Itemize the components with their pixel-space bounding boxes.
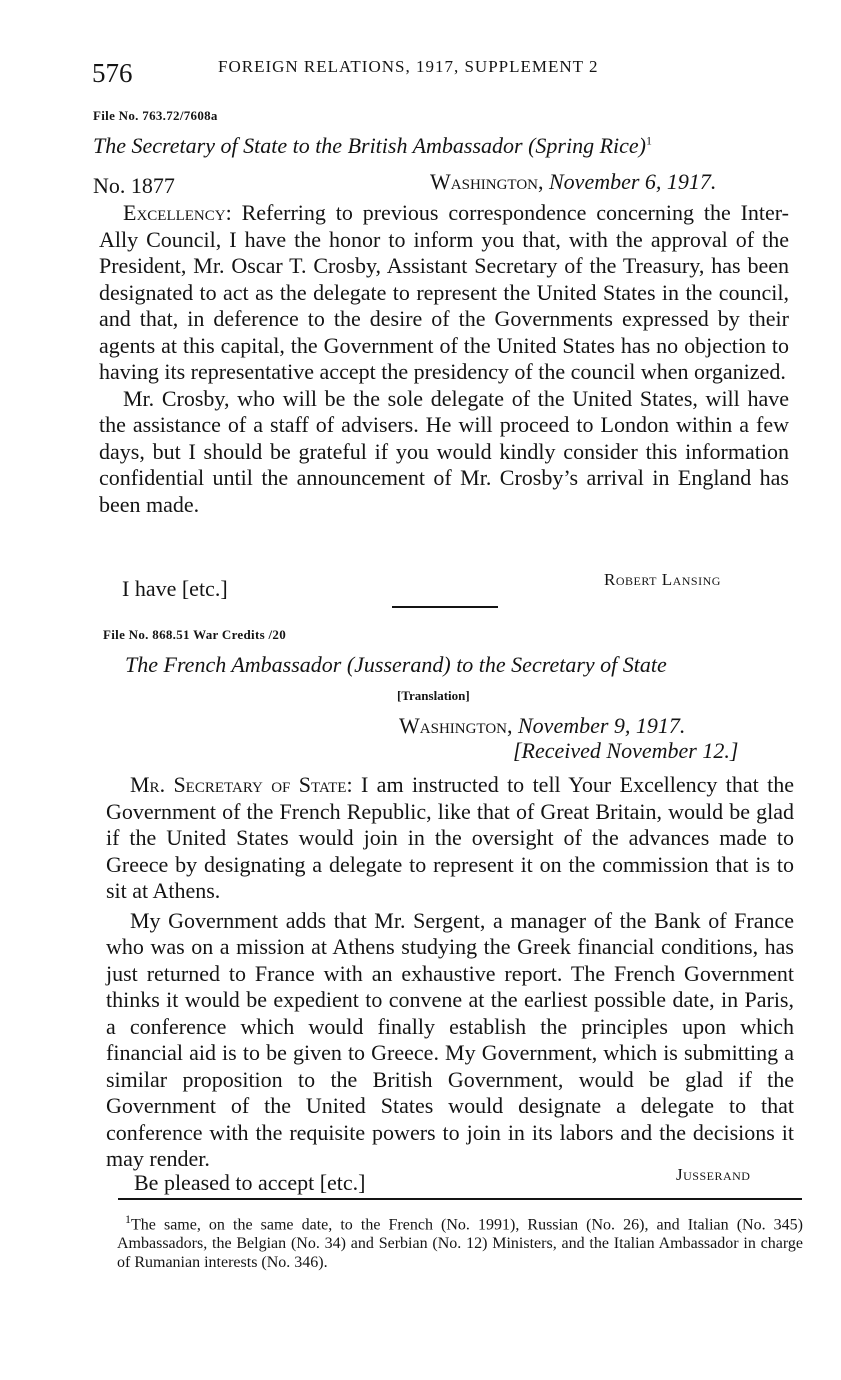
doc1-date: November 6, 1917. bbox=[549, 169, 717, 194]
doc2-salutation: Mr. Secretary of State bbox=[130, 772, 347, 797]
doc1-closing: I have [etc.] bbox=[122, 576, 228, 601]
doc2-place: Washington bbox=[399, 713, 507, 738]
doc1-body bbox=[99, 200, 789, 518]
footnote-marker: 1 bbox=[125, 1212, 131, 1226]
doc1-dateline: Washington, November 6, 1917. bbox=[430, 169, 717, 194]
doc1-number: No. 1877 bbox=[93, 173, 175, 198]
footnote-paragraph bbox=[117, 1210, 803, 1272]
doc1-heading-text: The Secretary of State to the British Ambassador (Spring Rice) bbox=[93, 133, 646, 158]
section-divider bbox=[392, 606, 498, 608]
footnote bbox=[117, 1210, 803, 1272]
doc1-paragraph-2: Mr. Crosby, who will be the sole delegate of the United States, will have the assistance of a staff of advisers. He will proceed to London within a few days, but I should be grateful if you would kindly consider this information confidential until the announcement of Mr. Crosby’s arrival in England has been made. bbox=[99, 385, 789, 517]
doc1-file-number: File No. 763.72/7608a bbox=[93, 108, 218, 123]
doc2-heading: The French Ambassador (Jusserand) to the Secretary of State bbox=[125, 652, 667, 677]
footnote-text: The same, on the same date, to the French (No. 1991), Russian (No. 26), and Italian (No. 345) Ambassadors, the Belgian (No. 34) and Serbian (No. 12) Ministers, and the Italian Ambassador in charge of Rumanian interests (No. 346). bbox=[117, 1216, 803, 1272]
doc2-date: November 9, 1917. bbox=[518, 713, 686, 738]
doc1-salutation: Excellency bbox=[123, 200, 226, 225]
doc2-closing: Be pleased to accept [etc.] bbox=[134, 1170, 366, 1195]
doc2-para1-text: I am instructed to tell Your Excellency that the Government of the French Republic, like that of Great Britain, would be glad if the United States would join in the oversight of the advances made to Greece by designating a delegate to represent it on the commission that is to sit at Athens. bbox=[106, 772, 794, 903]
doc1-signature: Robert Lansing bbox=[604, 570, 721, 589]
doc2-paragraph-1: Mr. Secretary of State: I am instructed to tell Your Excellency that the Government of the French Republic, like that of Great Britain, would be glad if the United States would join in the oversight of the advances made to Greece by designating a delegate to represent it on the commission that is to sit at Athens. bbox=[106, 772, 794, 903]
doc2-translation-note: [Translation] bbox=[397, 688, 470, 703]
doc1-heading bbox=[93, 133, 652, 159]
doc2-file-number: File No. 868.51 War Credits /20 bbox=[103, 627, 286, 642]
doc2-body bbox=[106, 772, 794, 1173]
doc1-footnote-marker: 1 bbox=[646, 133, 652, 148]
doc2-signature: Jusserand bbox=[676, 1165, 751, 1184]
doc2-dateline: Washington, November 9, 1917. bbox=[399, 713, 686, 738]
running-title: FOREIGN RELATIONS, 1917, SUPPLEMENT 2 bbox=[218, 57, 599, 76]
page-number: 576 bbox=[92, 58, 133, 88]
doc1-paragraph-1: Excellency: Referring to previous correspondence concerning the Inter-Ally Council, I have the honor to inform you that, with the approval of the President, Mr. Oscar T. Crosby, Assistant Secretary of the Treasury, has been designated to act as the delegate to represent the United States in the council, and that, in deference to the desire of the Governments expressed by their agents at this capital, the Government of the United States has no objection to having its representative accept the presidency of the council when organized. bbox=[99, 200, 789, 384]
doc2-paragraph-2: My Government adds that Mr. Sergent, a manager of the Bank of France who was on a mission at Athens studying the Greek financial conditions, has just returned to France with an exhaustive report. The French Government thinks it would be expedient to convene at the earliest possible date, in Paris, a conference which would finally establish the principles upon which financial aid is to be given to Greece. My Government, which is submitting a similar proposition to the British Government, would be glad if the Government of the United States would designate a delegate to that conference with the requisite powers to join in its labors and the decisions it may render. bbox=[106, 907, 794, 1171]
doc1-para1-text: Referring to previous correspondence concerning the Inter-Ally Council, I have the honor to inform you that, with the approval of the President, Mr. Oscar T. Crosby, Assistant Secretary of the Treasury, has been designated to act as the delegate to represent the United States in the council, and that, in deference to the desire of the Governments expressed by their agents at this capital, the Government of the United States has no objection to having its representative accept the presidency of the council when organized. bbox=[99, 200, 789, 384]
doc1-place: Washington bbox=[430, 169, 538, 194]
doc2-received-date: [Received November 12.] bbox=[513, 738, 739, 763]
footnote-rule bbox=[118, 1198, 802, 1200]
